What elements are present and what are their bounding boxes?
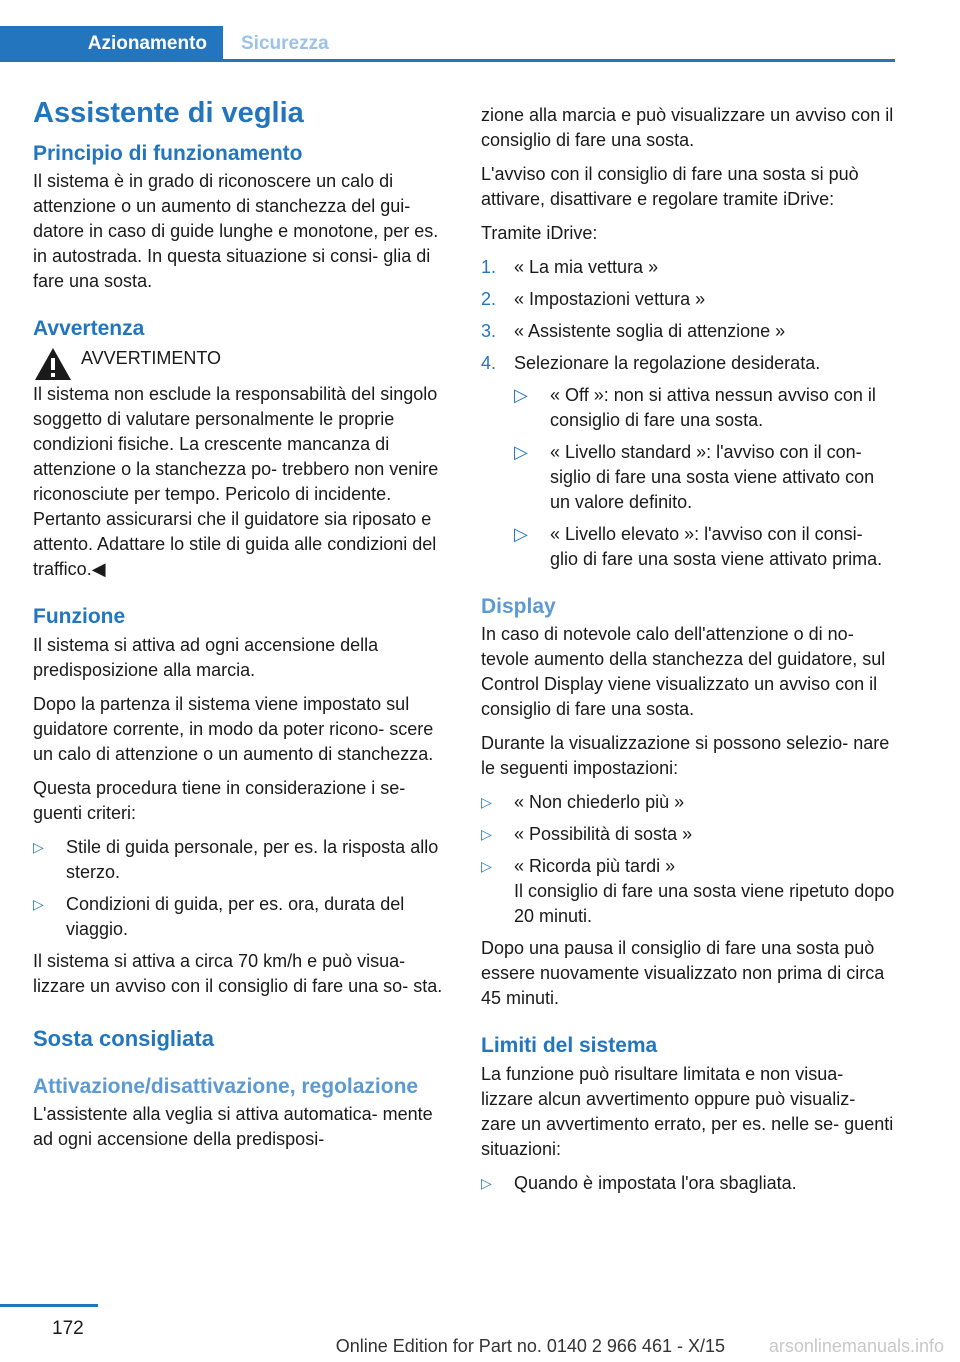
- step-number: 2.: [481, 289, 497, 309]
- limits-list: [481, 1171, 895, 1196]
- steps-list: [481, 255, 895, 572]
- step-item: [481, 319, 895, 344]
- paragraph: Questa procedura tiene in considerazione i se‐ guenti criteri:: [33, 777, 406, 823]
- list-item-text: Condizioni di guida, per es. ora, durata del viaggio.: [66, 893, 405, 939]
- header-divider: [223, 59, 895, 62]
- footer-divider: [0, 1304, 98, 1307]
- step-text: « La mia vettura »: [514, 257, 659, 277]
- warning-title: AVVERTIMENTO: [81, 348, 222, 369]
- step-text: « Impostazioni vettura »: [514, 289, 706, 309]
- list-item: [481, 822, 895, 847]
- list-item: [481, 854, 895, 929]
- paragraph: L'assistente alla veglia si attiva automatica‐ mente ad ogni accensione della predisposi‐: [33, 1104, 433, 1150]
- step-item: [481, 351, 895, 572]
- triangle-bullet-icon: ▷: [514, 524, 528, 544]
- section-heading-limiti: Limiti del sistema: [481, 1034, 658, 1058]
- list-item-text: « Off »: non si attiva nessun avviso con il consiglio di fare una sosta.: [550, 385, 876, 430]
- paragraph: Il sistema si attiva a circa 70 km/h e può visua‐ lizzare un avviso con il consiglio di fare una so‐ sta.: [33, 950, 443, 996]
- list-item: [33, 835, 448, 885]
- paragraph: L'avviso con il consiglio di fare una sosta si può attivare, disattivare e regolare tramite iDrive:: [481, 164, 859, 209]
- paragraph: In caso di notevole calo dell'attenzione o di no‐ tevole aumento della stanchezza del guidatore, sul Control Display viene visualizzato un avviso con il consiglio di fare una sosta.: [481, 624, 886, 720]
- triangle-bullet-icon: ▷: [481, 794, 492, 811]
- section-heading-display: Display: [481, 595, 556, 618]
- warning-box: [33, 346, 448, 382]
- page-header: [0, 26, 895, 62]
- triangle-bullet-icon: ▷: [33, 838, 44, 855]
- step-number: 3.: [481, 321, 497, 341]
- step-number: 4.: [481, 353, 497, 373]
- triangle-bullet-icon: ▷: [481, 1174, 492, 1191]
- section-heading-funzione: Funzione: [33, 605, 126, 629]
- paragraph: Dopo la partenza il sistema viene impostato sul guidatore corrente, in modo da poter ricono‐ scere un calo di attenzione o un aumento di stanchezza.: [33, 693, 434, 764]
- remind-note: Il consiglio di fare una sosta viene ripetuto dopo 20 minuti.: [514, 881, 895, 927]
- triangle-bullet-icon: ▷: [481, 858, 492, 875]
- section-heading-sosta: Sosta consigliata: [33, 1025, 214, 1051]
- list-item: [33, 892, 448, 942]
- tab-azionamento[interactable]: Azionamento: [0, 26, 223, 62]
- list-item-text: « Livello standard »: l'avviso con il con‐ siglio di fare una sosta viene attivato con un valore definito.: [550, 442, 875, 512]
- section-heading-avvertenza: Avvertenza: [33, 317, 145, 341]
- list-item-text: « Ricorda più tardi »: [514, 856, 676, 877]
- list-item: [481, 790, 895, 815]
- paragraph: Tramite iDrive:: [481, 223, 598, 243]
- step-item: [481, 287, 895, 312]
- tab-sicurezza[interactable]: Sicurezza: [241, 33, 329, 54]
- list-item-text: Stile di guida personale, per es. la risposta allo sterzo.: [66, 836, 439, 882]
- list-item-text: « Livello elevato »: l'avviso con il consi‐ glio di fare una sosta viene attivato prima.: [550, 524, 883, 569]
- triangle-bullet-icon: ▷: [514, 385, 528, 405]
- watermark: arsonlinemanuals.info: [768, 1336, 944, 1356]
- paragraph: Il sistema è in grado di riconoscere un calo di attenzione o un aumento di stanchezza del gui‐ datore in caso di guide lunghe e monotone, per es. in autostrada. In questa situazione si consi‐ glia di fare una sosta.: [33, 171, 439, 292]
- list-item: [514, 440, 895, 515]
- paragraph: Dopo una pausa il consiglio di fare una sosta può essere nuovamente visualizzato non prima di circa 45 minuti.: [481, 938, 885, 1009]
- triangle-bullet-icon: ▷: [481, 826, 492, 843]
- options-list: [514, 383, 895, 572]
- section-heading-principio: Principio di funzionamento: [33, 141, 303, 165]
- list-item-text: Quando è impostata l'ora sbagliata.: [514, 1172, 797, 1193]
- page-number: 172: [52, 1318, 84, 1339]
- paragraph: La funzione può risultare limitata e non visua‐ lizzare alcun avvertimento oppure può visualiz‐ zare un avvertimento errato, per es. nelle se‐ guenti situazioni:: [481, 1063, 894, 1159]
- list-item: [514, 383, 895, 433]
- list-item-text: « Non chiederlo più »: [514, 792, 685, 813]
- paragraph: Il sistema si attiva ad ogni accensione della predisposizione alla marcia.: [33, 634, 379, 680]
- edition-text: Online Edition for Part no. 0140 2 966 461 - X/15: [335, 1336, 725, 1356]
- step-text: Selezionare la regolazione desiderata.: [514, 353, 821, 373]
- paragraph: Durante la visualizzazione si possono selezio‐ nare le seguenti impostazioni:: [481, 733, 890, 779]
- step-item: [481, 255, 895, 280]
- criteria-list: [33, 835, 448, 942]
- triangle-bullet-icon: ▷: [514, 442, 528, 462]
- display-options-list: [481, 790, 895, 929]
- list-item: [481, 1171, 895, 1196]
- left-column: [33, 96, 448, 1161]
- triangle-bullet-icon: ▷: [33, 895, 44, 912]
- warning-triangle-icon: [33, 346, 73, 382]
- page-title: Assistente di veglia: [33, 97, 304, 129]
- list-item-text: « Possibilità di sosta »: [514, 824, 693, 845]
- paragraph: zione alla marcia e può visualizzare un avviso con il consiglio di fare una sosta.: [481, 105, 894, 150]
- right-column: [481, 103, 895, 1203]
- step-text: « Assistente soglia di attenzione »: [514, 321, 786, 341]
- warning-text: Il sistema non esclude la responsabilità del singolo soggetto di valutare personalmente le proprie condizioni fisiche. La crescente mancanza di attenzione o la stanchezza po‐ trebbero non venire riconosciute per tempo. Pericolo di incidente. Pertanto assicurarsi che il guidatore sia riposato e attento. Adattare lo stile di guida alle condizioni del traffico.◀: [33, 384, 439, 580]
- section-heading-attivazione: Attivazione/disattivazione, regolazione: [33, 1075, 419, 1099]
- step-number: 1.: [481, 257, 497, 277]
- list-item: [514, 522, 895, 572]
